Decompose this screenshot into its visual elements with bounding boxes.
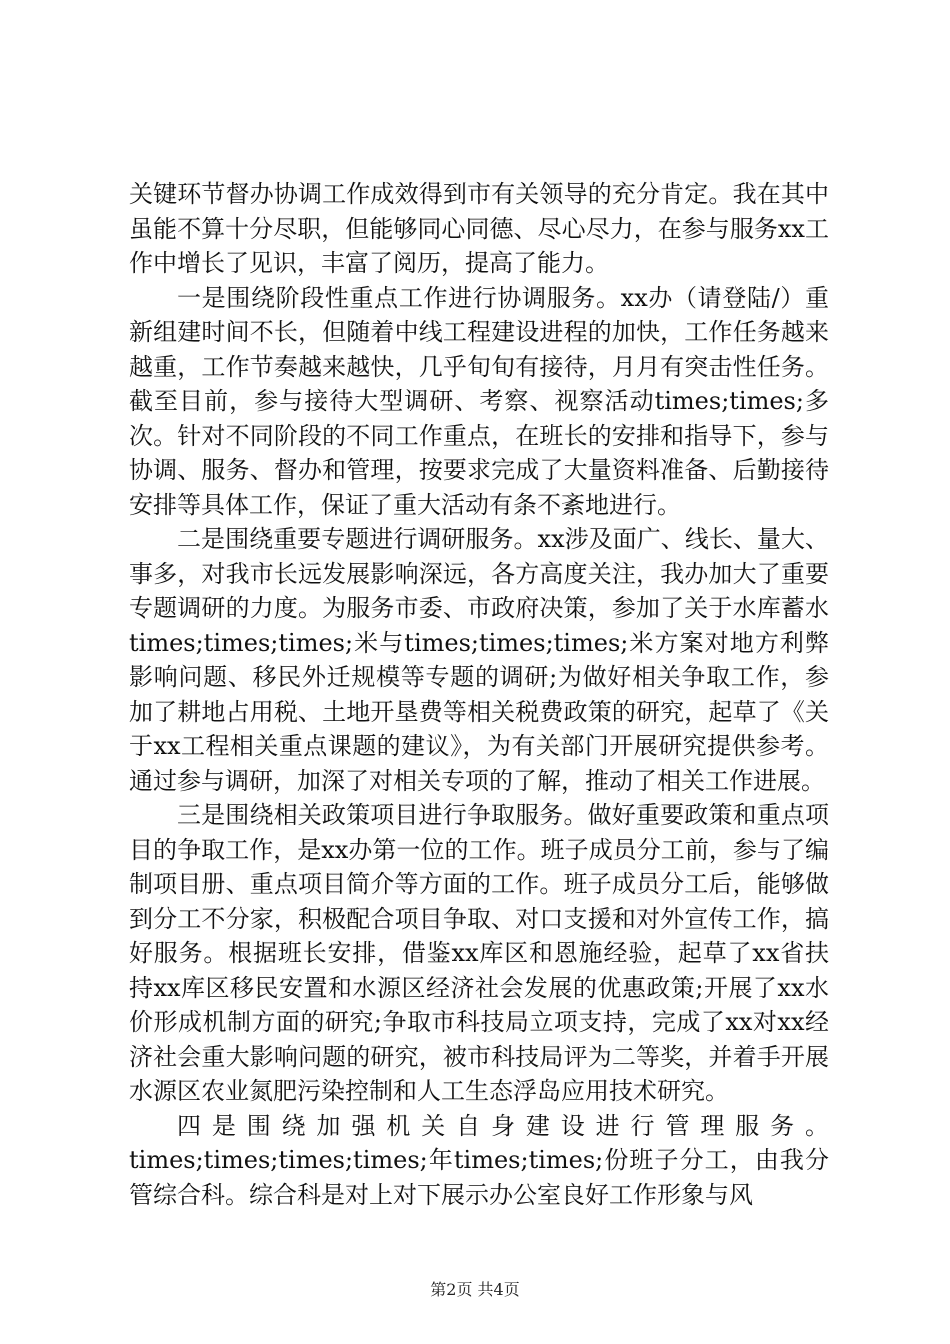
paragraph-3: 二是围绕重要专题进行调研服务。xx涉及面广、线长、量大、事多，对我市长远发展影响深远，各方高度关注，我办加大了重要专题调研的力度。为服务市委、市政府决策，参加了关于水库蓄水times;times;times;米与times;times;times;米方案对地方利弊影响问题、移民外迁规模等专题的调研;为做好相关争取工作，参加了耕地占用税、土地开垦费等相关税费政策的研究，起草了《关于xx工程相关重点课题的建议》，为有关部门开展研究提供参考。通过参与调研，加深了对相关专项的了解，推动了相关工作进展。 [129,525,829,795]
paragraph-2: 一是围绕阶段性重点工作进行协调服务。xx办（请登陆/）重新组建时间不长，但随着中线工程建设进程的加快，工作任务越来越重，工作节奏越来越快，几乎旬旬有接待，月月有突击性任务。截至目前，参与接待大型调研、考察、视察活动times;times;多次。针对不同阶段的不同工作重点，在班长的安排和指导下，参与协调、服务、督办和管理，按要求完成了大量资料准备、后勤接待安排等具体工作，保证了重大活动有条不紊地进行。 [129,283,829,519]
paragraph-5: 四是围绕加强机关自身建设进行管理服务。times;times;times;times;年times;times;份班子分工，由我分管综合科。综合科是对上对下展示办公室良好工作形象与风 [129,1111,829,1209]
paragraph-1: 关键环节督办协调工作成效得到市有关领导的充分肯定。我在其中虽能不算十分尽职，但能够同心同德、尽心尽力，在参与服务xx工作中增长了见识，丰富了阅历，提高了能力。 [129,180,829,277]
paragraph-4: 三是围绕相关政策项目进行争取服务。做好重要政策和重点项目的争取工作，是xx办第一位的工作。班子成员分工前，参与了编制项目册、重点项目简介等方面的工作。班子成员分工后，能够做到分工不分家，积极配合项目争取、对口支援和对外宣传工作，搞好服务。根据班长安排，借鉴xx库区和恩施经验，起草了xx省扶持xx库区移民安置和水源区经济社会发展的优惠政策;开展了xx水价形成机制方面的研究;争取市科技局立项支持，完成了xx对xx经济社会重大影响问题的研究，被市科技局评为二等奖，并着手开展水源区农业氮肥污染控制和人工生态浮岛应用技术研究。 [129,801,829,1105]
document-body [129,177,829,1212]
page-footer: 第2页 共4页 [430,1280,520,1299]
